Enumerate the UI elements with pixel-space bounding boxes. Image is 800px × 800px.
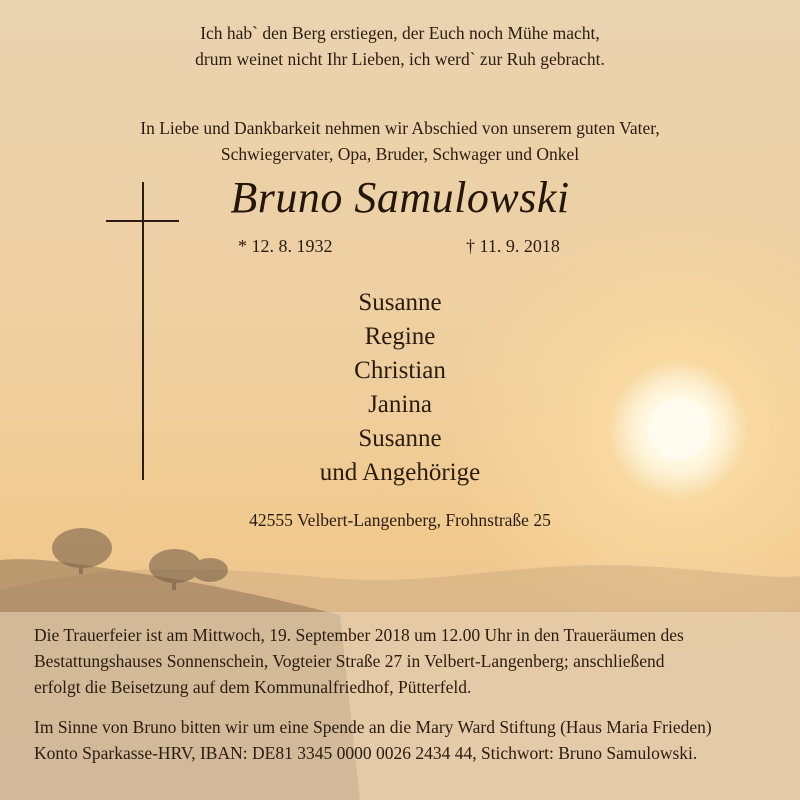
donation-line: Konto Sparkasse-HRV, IBAN: DE81 3345 0000 0026 2434 44, Stichwort: Bruno Samulowski.: [34, 743, 698, 763]
mourner-name: Regine: [364, 323, 436, 350]
deceased-name: Bruno Samulowski: [230, 173, 570, 222]
death-date: † 11. 9. 2018: [466, 236, 560, 256]
donation-line: Im Sinne von Bruno bitten wir um eine Spende an die Mary Ward Stiftung (Haus Maria Frieden): [34, 717, 712, 737]
intro-line: In Liebe und Dankbarkeit nehmen wir Abschied von unserem guten Vater,: [140, 118, 660, 138]
service-line: Die Trauerfeier ist am Mittwoch, 19. September 2018 um 12.00 Uhr in den Traueräumen des: [34, 625, 684, 645]
service-line: Bestattungshauses Sonnenschein, Vogteier Straße 27 in Velbert-Langenberg; anschließend: [34, 651, 665, 671]
mourner-name: Janina: [368, 391, 432, 418]
intro-text: [0, 115, 800, 167]
mourner-name: Christian: [354, 357, 446, 384]
donation-info: [34, 714, 772, 766]
motto-verse: [0, 20, 800, 72]
birth-date: * 12. 8. 1932: [238, 236, 333, 256]
service-line: erfolgt die Beisetzung auf dem Kommunalfriedhof, Pütterfeld.: [34, 677, 472, 697]
mourners-list: [0, 286, 800, 490]
mourner-name: und Angehörige: [319, 459, 481, 486]
intro-line: Schwiegervater, Opa, Bruder, Schwager und Onkel: [220, 144, 580, 164]
service-info: [34, 622, 772, 700]
mourner-name: Susanne: [358, 289, 442, 316]
mourner-name: Susanne: [358, 425, 442, 452]
motto-line: drum weinet nicht Ihr Lieben, ich werd` zur Ruh gebracht.: [195, 49, 605, 69]
family-address: 42555 Velbert-Langenberg, Frohnstraße 25: [249, 510, 551, 530]
motto-line: Ich hab` den Berg erstiegen, der Euch noch Mühe macht,: [200, 23, 600, 43]
